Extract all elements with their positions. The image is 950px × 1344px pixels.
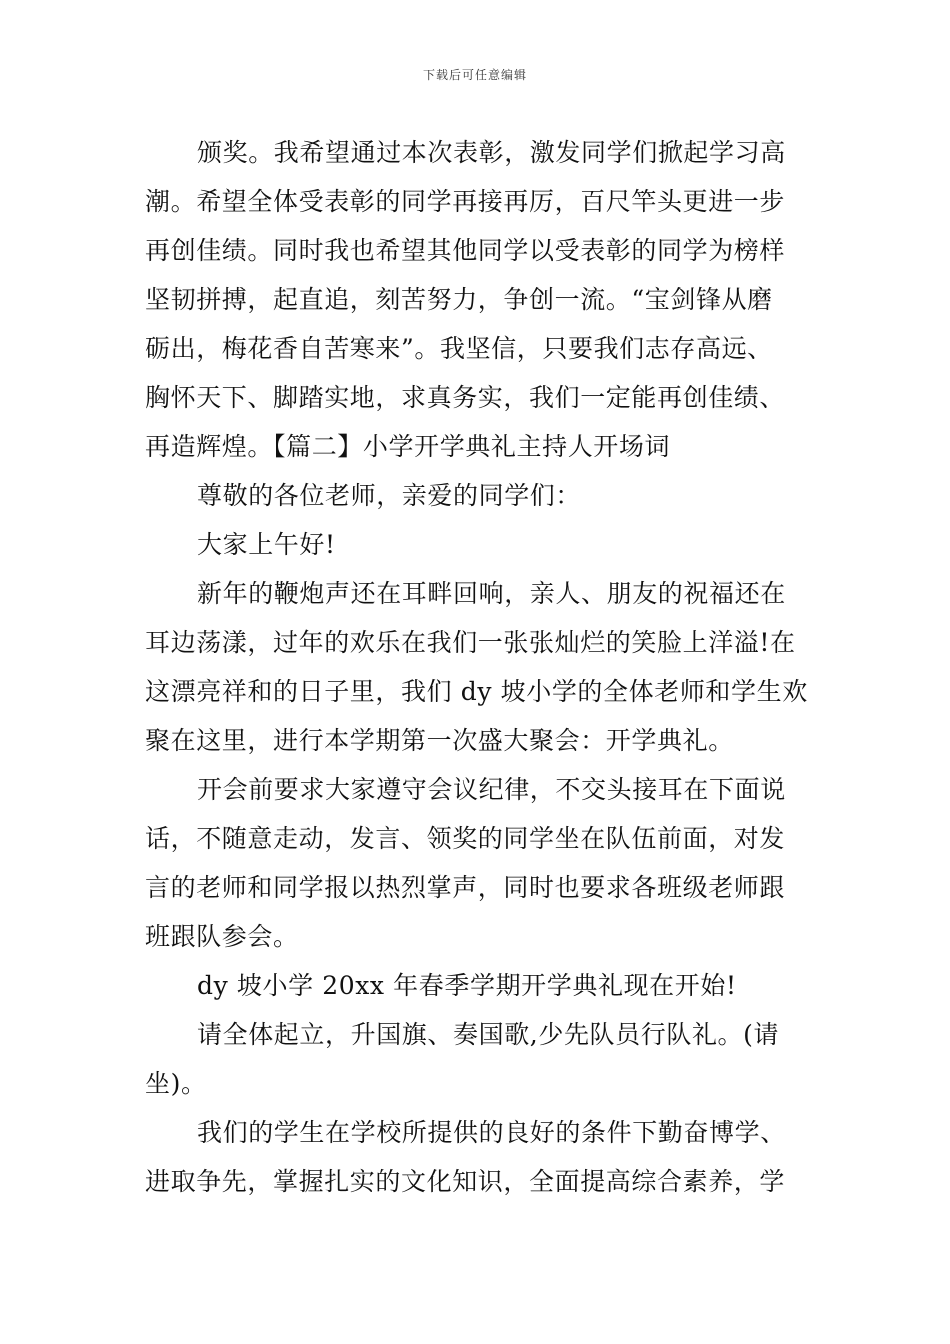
text-line: 颁奖。我希望通过本次表彰，激发同学们掀起学习高 [197, 138, 786, 167]
text-line: 再创佳绩。同时我也希望其他同学以受表彰的同学为榜样 [145, 236, 786, 265]
text-line: 砺出，梅花香自苦寒来”。我坚信，只要我们志存高远、 [145, 334, 773, 363]
page-header: 下载后可任意编辑 [422, 68, 527, 82]
document-body [145, 128, 807, 1206]
text-line: 开会前要求大家遵守会议纪律，不交头接耳在下面说 [197, 775, 786, 804]
text-line: 请全体起立，升国旗、奏国歌,少先队员行队礼。(请 [197, 1020, 780, 1049]
text-line: 再造辉煌。【篇二】小学开学典礼主持人开场词 [145, 432, 671, 461]
text-line: 话，不随意走动，发言、领奖的同学坐在队伍前面，对发 [145, 824, 786, 853]
text-line: 这漂亮祥和的日子里，我们 dy 坡小学的全体老师和学生欢 [145, 677, 808, 706]
text-line: 言的老师和同学报以热烈掌声，同时也要求各班级老师跟 [145, 873, 786, 902]
text-line: 坚韧拼搏，起直追，刻苦努力，争创一流。“宝剑锋从磨 [145, 285, 773, 314]
text-line: 胸怀天下、脚踏实地，求真务实，我们一定能再创佳绩、 [145, 383, 786, 412]
text-line: 进取争先，掌握扎实的文化知识，全面提高综合素养，学 [145, 1167, 786, 1196]
text-line: 耳边荡漾，过年的欢乐在我们一张张灿烂的笑脸上洋溢!在 [145, 628, 796, 657]
text-line: 新年的鞭炮声还在耳畔回响，亲人、朋友的祝福还在 [197, 579, 786, 608]
text-line: 班跟队参会。 [145, 922, 299, 951]
text-line: dy 坡小学 20xx 年春季学期开学典礼现在开始! [197, 971, 737, 1000]
text-line: 潮。希望全体受表彰的同学再接再厉，百尺竿头更进一步 [145, 187, 786, 216]
greeting: 大家上午好! [197, 530, 336, 559]
salutation: 尊敬的各位老师，亲爱的同学们： [197, 481, 582, 510]
text-line: 我们的学生在学校所提供的良好的条件下勤奋博学、 [197, 1118, 786, 1147]
text-line: 聚在这里，进行本学期第一次盛大聚会：开学典礼。 [145, 726, 734, 755]
text-line: 坐)。 [145, 1069, 207, 1098]
